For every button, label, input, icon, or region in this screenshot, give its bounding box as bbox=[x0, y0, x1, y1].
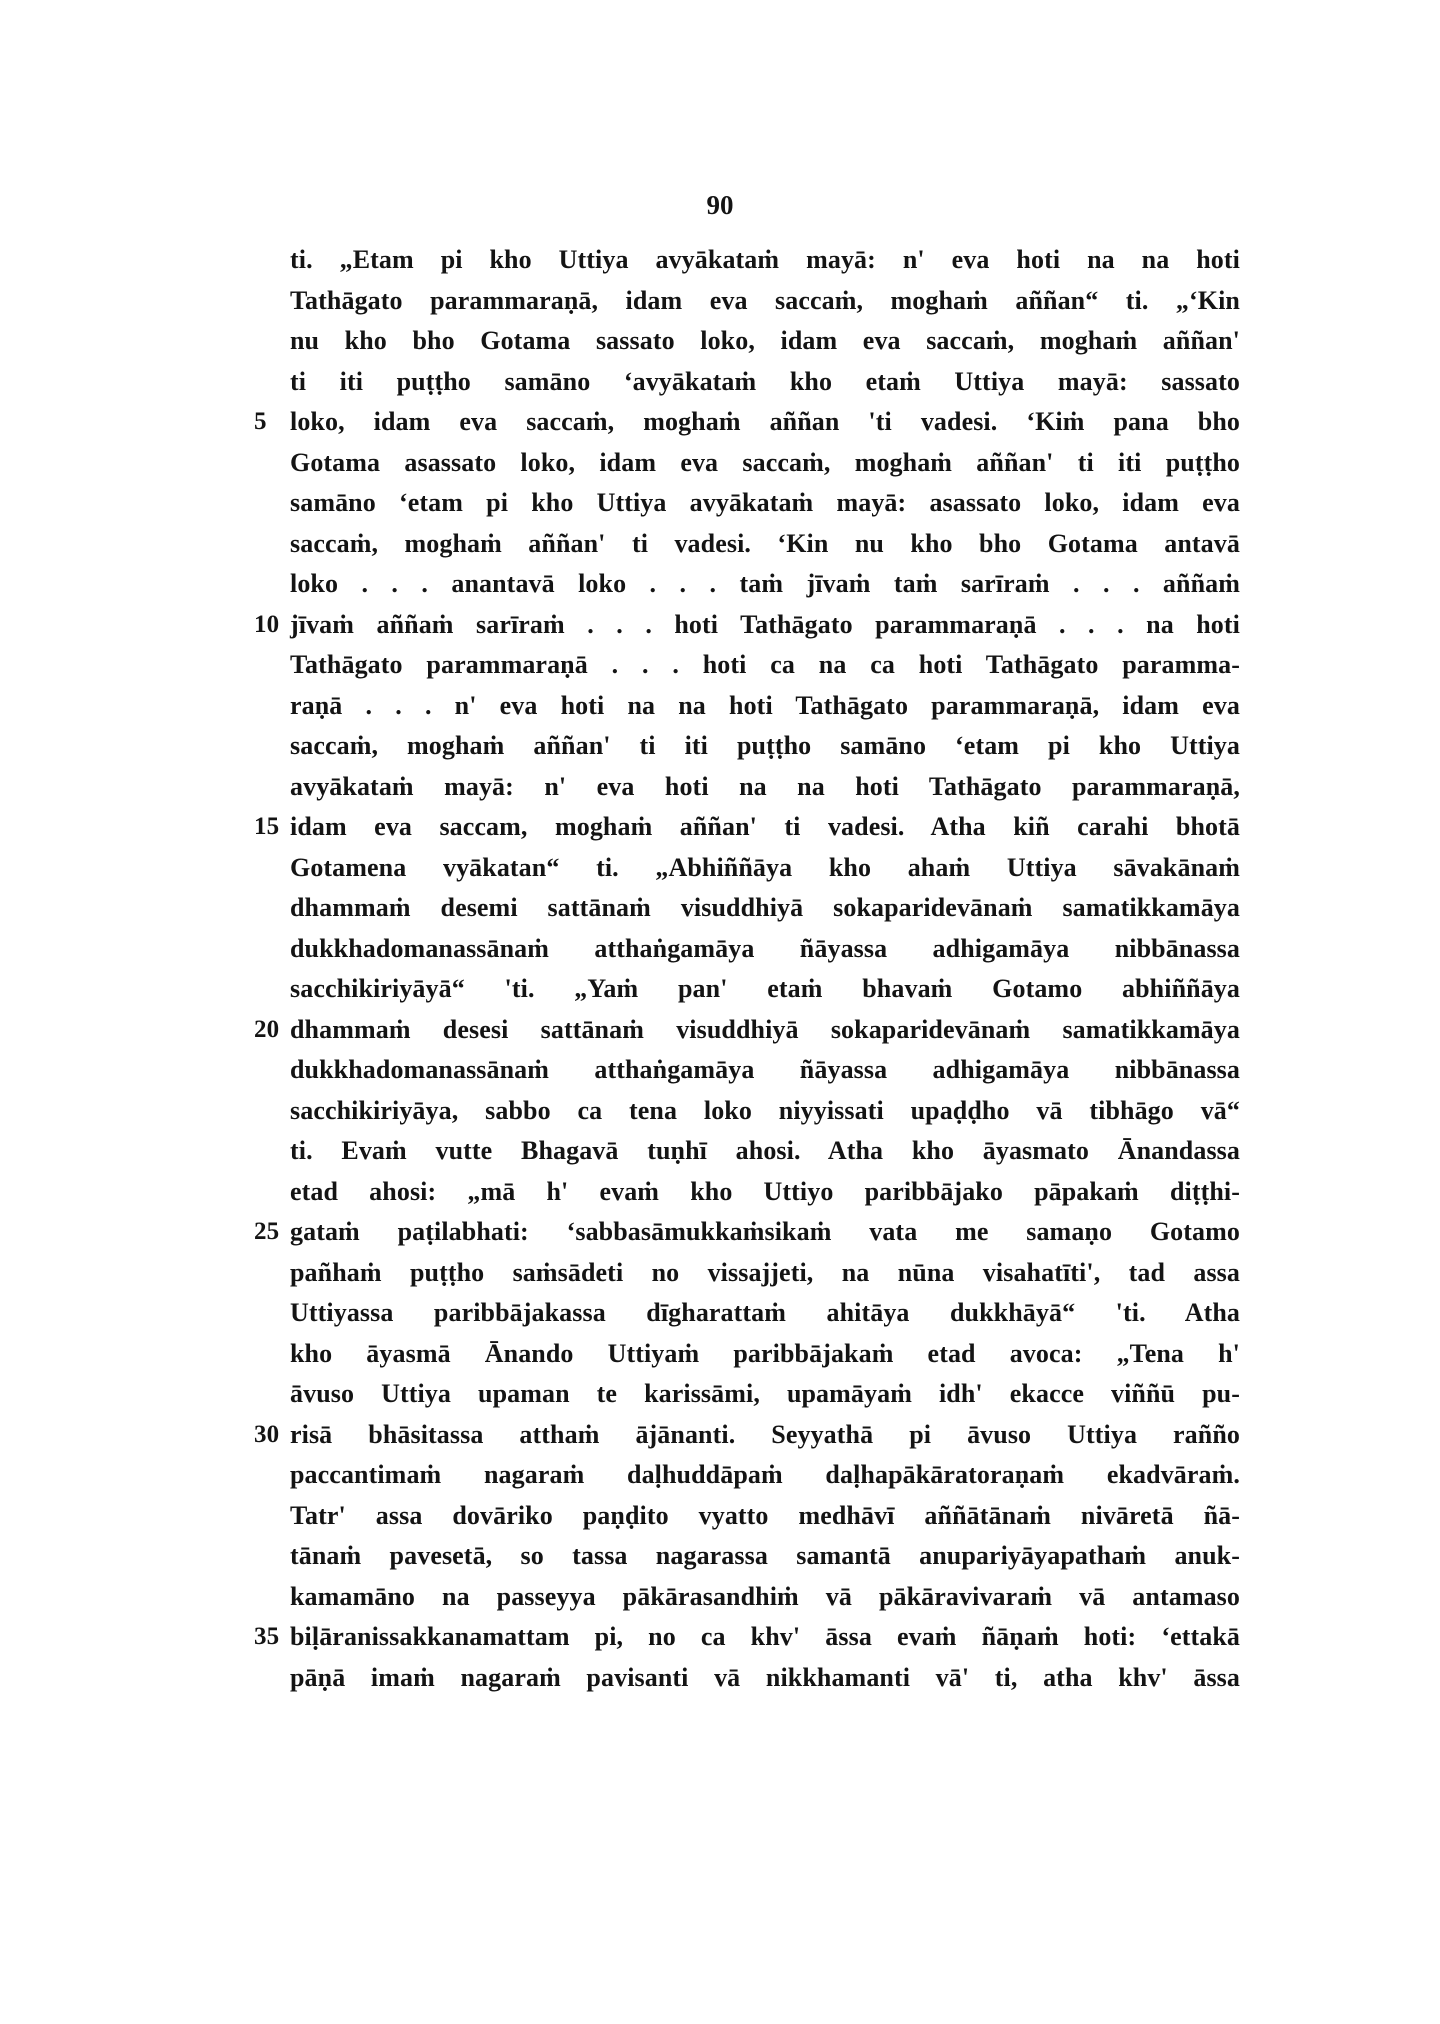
line-text: sacchikiriyāyā“ 'ti. „Yaṁ pan' etaṁ bhavaṁ Gotamo abhiññāya bbox=[290, 974, 1240, 1003]
text-line bbox=[254, 1010, 1240, 1051]
line-text: kamamāno na passeyya pākārasandhiṁ vā pākāravivaraṁ vā antamaso bbox=[290, 1581, 1240, 1611]
text-line bbox=[290, 1374, 1240, 1415]
text-line bbox=[290, 1253, 1240, 1294]
text-line bbox=[290, 1131, 1240, 1172]
line-text: dhammaṁ desesi sattānaṁ visuddhiyā sokaparidevānaṁ samatikkamāya bbox=[290, 1014, 1240, 1044]
text-line bbox=[254, 1415, 1240, 1456]
text-line bbox=[290, 1050, 1240, 1091]
line-text: saccaṁ, moghaṁ aññan' ti iti puṭṭho samāno ‘etam pi kho Uttiya bbox=[290, 731, 1240, 760]
text-line bbox=[290, 564, 1240, 605]
line-number: 35 bbox=[254, 1623, 280, 1650]
text-line bbox=[290, 524, 1240, 565]
text-block bbox=[254, 240, 1240, 1698]
line-text: Tathāgato parammaraṇā . . . hoti ca na ca hoti Tathāgato paramma- bbox=[290, 650, 1240, 679]
line-text: dukkhadomanassānaṁ atthaṅgamāya ñāyassa adhigamāya nibbānassa bbox=[290, 1055, 1240, 1084]
line-text: āvuso Uttiya upaman te karissāmi, upamāyaṁ idh' ekacce viññū pu- bbox=[290, 1379, 1240, 1408]
line-text: loko, idam eva saccaṁ, moghaṁ aññan 'ti vadesi. ‘Kiṁ pana bho bbox=[290, 407, 1240, 436]
line-text: Gotamena vyākatan“ ti. „Abhiññāya kho ahaṁ Uttiya sāvakānaṁ bbox=[290, 852, 1240, 882]
line-text: ti. „Etam pi kho Uttiya avyākataṁ mayā: n' eva hoti na na hoti bbox=[290, 245, 1240, 274]
text-line bbox=[254, 1212, 1240, 1253]
line-text: paccantimaṁ nagaraṁ daḷhuddāpaṁ daḷhapākāratoraṇaṁ ekadvāraṁ. bbox=[290, 1460, 1240, 1489]
line-text: risā bhāsitassa atthaṁ ājānanti. Seyyathā pi āvuso Uttiya rañño bbox=[290, 1419, 1240, 1449]
line-text: kho āyasmā Ānando Uttiyaṁ paribbājakaṁ etad avoca: „Tena h' bbox=[290, 1338, 1240, 1368]
text-line bbox=[290, 362, 1240, 403]
text-line bbox=[290, 1091, 1240, 1132]
text-line bbox=[290, 726, 1240, 767]
text-line bbox=[254, 402, 1240, 443]
text-line bbox=[290, 848, 1240, 889]
page-number: 90 bbox=[706, 190, 734, 220]
text-line bbox=[290, 888, 1240, 929]
text-line bbox=[290, 1658, 1240, 1699]
text-line bbox=[290, 321, 1240, 362]
text-line bbox=[290, 1577, 1240, 1618]
line-text: nu kho bho Gotama sassato loko, idam eva saccaṁ, moghaṁ aññan' bbox=[290, 326, 1240, 355]
line-number: 10 bbox=[254, 610, 280, 638]
text-line bbox=[290, 1455, 1240, 1496]
line-text: gataṁ paṭilabhati: ‘sabbasāmukkaṁsikaṁ vata me samaṇo Gotamo bbox=[290, 1217, 1240, 1246]
text-line bbox=[290, 1293, 1240, 1334]
line-text: Tathāgato parammaraṇā, idam eva saccaṁ, moghaṁ aññan“ ti. „‘Kin bbox=[290, 285, 1240, 315]
text-line bbox=[290, 686, 1240, 727]
line-text: Uttiyassa paribbājakassa dīgharattaṁ ahitāya dukkhāyā“ 'ti. Atha bbox=[290, 1298, 1240, 1327]
line-text: pañhaṁ puṭṭho saṁsādeti no vissajjeti, na nūna visahatīti', tad assa bbox=[290, 1257, 1240, 1287]
line-text: saccaṁ, moghaṁ aññan' ti vadesi. ‘Kin nu kho bho Gotama antavā bbox=[290, 528, 1240, 558]
text-line bbox=[254, 807, 1240, 848]
line-number: 5 bbox=[254, 408, 267, 435]
text-line bbox=[290, 281, 1240, 322]
text-line bbox=[290, 969, 1240, 1010]
line-text: avyākataṁ mayā: n' eva hoti na na hoti Tathāgato parammaraṇā, bbox=[290, 771, 1240, 801]
line-text: etad ahosi: „mā h' evaṁ kho Uttiyo paribbājako pāpakaṁ diṭṭhi- bbox=[290, 1176, 1240, 1206]
line-text: dhammaṁ desemi sattānaṁ visuddhiyā sokaparidevānaṁ samatikkamāya bbox=[290, 893, 1240, 922]
line-text: Gotama asassato loko, idam eva saccaṁ, moghaṁ aññan' ti iti puṭṭho bbox=[290, 447, 1240, 477]
line-number: 25 bbox=[254, 1218, 280, 1245]
text-line bbox=[254, 1617, 1240, 1658]
text-line bbox=[290, 929, 1240, 970]
text-line bbox=[290, 483, 1240, 524]
line-text: loko . . . anantavā loko . . . taṁ jīvaṁ taṁ sarīraṁ . . . aññaṁ bbox=[290, 569, 1240, 598]
text-line bbox=[290, 1536, 1240, 1577]
line-number: 30 bbox=[254, 1420, 280, 1448]
line-text: ti iti puṭṭho samāno ‘avyākataṁ kho etaṁ Uttiya mayā: sassato bbox=[290, 366, 1240, 396]
line-text: dukkhadomanassānaṁ atthaṅgamāya ñāyassa adhigamāya nibbānassa bbox=[290, 933, 1240, 963]
text-line bbox=[290, 1334, 1240, 1375]
text-line bbox=[290, 240, 1240, 281]
line-text: jīvaṁ aññaṁ sarīraṁ . . . hoti Tathāgato parammaraṇā . . . na hoti bbox=[290, 609, 1240, 639]
line-text: raṇā . . . n' eva hoti na na hoti Tathāgato parammaraṇā, idam eva bbox=[290, 690, 1240, 720]
line-number: 15 bbox=[254, 813, 280, 840]
text-line bbox=[290, 1496, 1240, 1537]
line-text: idam eva saccam, moghaṁ aññan' ti vadesi. Atha kiñ carahi bhotā bbox=[290, 812, 1240, 841]
text-line bbox=[254, 605, 1240, 646]
line-text: Tatr' assa dovāriko paṇḍito vyatto medhāvī aññātānaṁ nivāretā ñā- bbox=[290, 1500, 1240, 1530]
text-line bbox=[290, 767, 1240, 808]
line-text: sacchikiriyāya, sabbo ca tena loko niyyissati upaḍḍho vā tibhāgo vā“ bbox=[290, 1095, 1240, 1125]
text-line bbox=[290, 645, 1240, 686]
line-text: ti. Evaṁ vutte Bhagavā tuṇhī ahosi. Atha kho āyasmato Ānandassa bbox=[290, 1136, 1240, 1165]
text-line bbox=[290, 1172, 1240, 1213]
line-text: biḷāranissakkanamattam pi, no ca khv' āssa evaṁ ñāṇaṁ hoti: ‘ettakā bbox=[290, 1622, 1240, 1651]
line-text: samāno ‘etam pi kho Uttiya avyākataṁ mayā: asassato loko, idam eva bbox=[290, 488, 1240, 517]
line-text: pāṇā imaṁ nagaraṁ pavisanti vā nikkhamanti vā' ti, atha khv' āssa bbox=[290, 1662, 1240, 1692]
line-text: tānaṁ pavesetā, so tassa nagarassa samantā anupariyāyapathaṁ anuk- bbox=[290, 1541, 1240, 1570]
text-line bbox=[290, 443, 1240, 484]
line-number: 20 bbox=[254, 1015, 280, 1043]
